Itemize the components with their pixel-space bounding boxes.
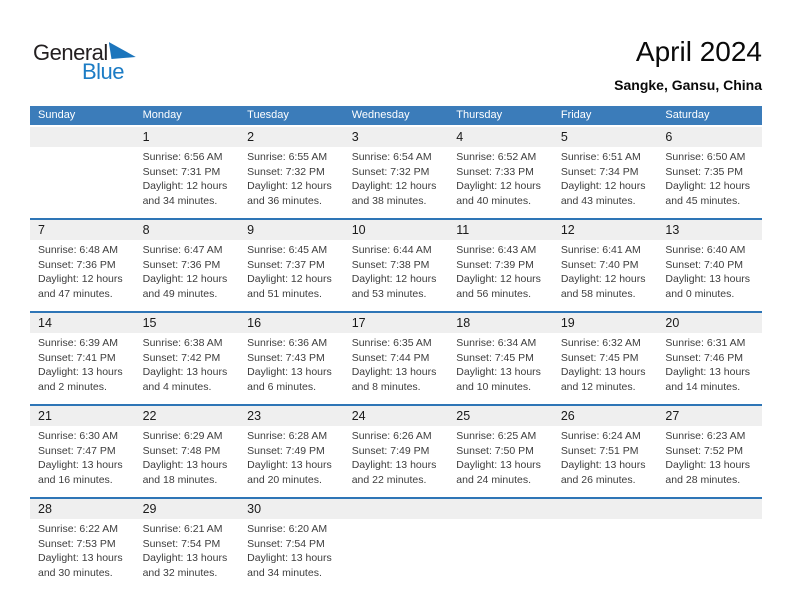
day-info-line: and 51 minutes. [247, 287, 322, 300]
day-info-line: Daylight: 12 hours [247, 180, 332, 192]
calendar-weeks [30, 127, 762, 590]
day-info-line: Sunrise: 6:36 AM [247, 337, 328, 349]
day-cell [448, 426, 553, 497]
day-info-line: Daylight: 13 hours [560, 459, 646, 471]
weekday-header-saturday: Saturday [665, 109, 710, 121]
day-info-line: Daylight: 12 hours [560, 273, 646, 285]
day-info-line: Sunset: 7:32 PM [247, 165, 325, 178]
day-number-band [30, 313, 762, 333]
day-number [657, 499, 762, 519]
day-number: 25 [456, 409, 471, 423]
day-cell [30, 147, 135, 218]
day-info-line: Sunrise: 6:34 AM [456, 337, 537, 349]
day-info-line: Sunrise: 6:39 AM [38, 337, 118, 349]
day-info-line: and 36 minutes. [247, 194, 322, 207]
day-cell [30, 519, 135, 590]
day-cell [135, 333, 240, 404]
day-number: 3 [351, 130, 359, 144]
day-info-line: Sunset: 7:51 PM [560, 444, 639, 457]
day-info-line: and 6 minutes. [247, 380, 317, 393]
day-cell [135, 519, 240, 590]
day-info-line: Sunrise: 6:29 AM [142, 430, 223, 442]
day-info-line: Sunrise: 6:35 AM [351, 337, 432, 349]
day-number: 13 [665, 223, 680, 237]
day-info-line: Sunset: 7:47 PM [38, 444, 116, 457]
day-content-band [30, 147, 762, 218]
day-number: 4 [456, 130, 464, 144]
day-info-line: Sunset: 7:41 PM [38, 351, 116, 364]
day-info-line: Sunrise: 6:24 AM [560, 430, 641, 442]
day-info-line: Sunrise: 6:38 AM [142, 337, 223, 349]
day-info-line: Daylight: 13 hours [247, 366, 332, 378]
day-info-line: Daylight: 12 hours [456, 180, 541, 192]
day-info-line: and 43 minutes. [560, 194, 636, 207]
day-info-line: Daylight: 12 hours [247, 273, 332, 285]
day-info-line: Sunrise: 6:50 AM [665, 151, 746, 163]
day-content-band [30, 426, 762, 497]
day-info-line: and 53 minutes. [351, 287, 427, 300]
day-info-line: and 45 minutes. [665, 194, 741, 207]
day-cell [344, 426, 449, 497]
logo-text-general: General [33, 40, 108, 65]
day-number: 5 [560, 130, 568, 144]
day-info-line: Sunrise: 6:48 AM [38, 244, 118, 256]
day-info-line: Sunset: 7:52 PM [665, 444, 744, 457]
day-info-line: Sunset: 7:53 PM [38, 537, 116, 550]
day-number-band [30, 406, 762, 426]
day-number [30, 127, 135, 147]
day-cell [344, 147, 449, 218]
day-info-line: Sunrise: 6:30 AM [38, 430, 118, 442]
day-number: 10 [351, 223, 366, 237]
day-number [553, 499, 658, 519]
day-info-line: Sunset: 7:34 PM [560, 165, 639, 178]
day-info-line: and 34 minutes. [247, 566, 322, 579]
day-number: 19 [560, 316, 575, 330]
day-cell [239, 519, 344, 590]
day-info-line: Sunrise: 6:55 AM [247, 151, 328, 163]
day-info-line: Sunset: 7:40 PM [665, 258, 744, 271]
day-number: 21 [38, 409, 52, 423]
day-info-line: Daylight: 13 hours [247, 552, 332, 564]
day-number: 2 [247, 130, 255, 144]
day-number [344, 499, 449, 519]
day-cell [553, 240, 658, 311]
day-info-line: Sunrise: 6:54 AM [351, 151, 432, 163]
day-cell [657, 333, 762, 404]
day-info-line: Daylight: 13 hours [142, 366, 228, 378]
day-info-line: Daylight: 13 hours [38, 552, 123, 564]
day-info-line: Sunset: 7:38 PM [351, 258, 430, 271]
day-info-line: and 20 minutes. [247, 473, 322, 486]
day-number: 8 [142, 223, 150, 237]
day-cell [239, 333, 344, 404]
day-cell [135, 426, 240, 497]
day-info-line: Daylight: 13 hours [665, 459, 751, 471]
day-info-line: Sunset: 7:45 PM [560, 351, 639, 364]
day-info-line: Daylight: 12 hours [351, 273, 437, 285]
day-number: 20 [665, 316, 680, 330]
day-number: 17 [351, 316, 366, 330]
day-info-line: Sunset: 7:36 PM [38, 258, 116, 271]
day-info-line: Sunrise: 6:26 AM [351, 430, 432, 442]
weekday-header-sunday: Sunday [38, 109, 76, 121]
weekday-header-tuesday: Tuesday [247, 109, 289, 121]
weekday-header-wednesday: Wednesday [351, 109, 410, 121]
day-info-line: Sunset: 7:35 PM [665, 165, 744, 178]
weekday-header-monday: Monday [142, 109, 182, 121]
day-number: 6 [665, 130, 673, 144]
day-info-line: and 34 minutes. [142, 194, 218, 207]
day-info-line: Sunrise: 6:56 AM [142, 151, 223, 163]
day-content-band [30, 333, 762, 404]
day-info-line: and 47 minutes. [38, 287, 113, 300]
day-number: 22 [142, 409, 157, 423]
day-info-line: and 30 minutes. [38, 566, 113, 579]
day-info-line: Sunset: 7:37 PM [247, 258, 325, 271]
day-info-line: Daylight: 13 hours [665, 273, 751, 285]
day-info-line: and 18 minutes. [142, 473, 218, 486]
day-cell [657, 240, 762, 311]
general-blue-logo [33, 40, 136, 85]
day-info-line: and 2 minutes. [38, 380, 107, 393]
day-cell [30, 240, 135, 311]
week-row [30, 404, 762, 497]
day-info-line: Sunset: 7:42 PM [142, 351, 221, 364]
day-number: 29 [142, 502, 157, 516]
day-number: 23 [247, 409, 262, 423]
day-info-line: Daylight: 13 hours [142, 459, 228, 471]
day-info-line: Daylight: 13 hours [665, 366, 751, 378]
day-cell [553, 333, 658, 404]
logo-text-blue: Blue [82, 59, 125, 84]
day-info-line: Sunrise: 6:45 AM [247, 244, 328, 256]
day-number-band [30, 220, 762, 240]
day-info-line: Daylight: 12 hours [142, 273, 228, 285]
day-cell [657, 519, 762, 590]
day-number: 1 [142, 130, 150, 144]
day-cell [344, 333, 449, 404]
day-info-line: and 38 minutes. [351, 194, 427, 207]
day-number: 7 [38, 223, 45, 237]
week-row [30, 218, 762, 311]
day-number: 26 [560, 409, 575, 423]
day-number-band [30, 499, 762, 519]
day-cell [239, 147, 344, 218]
day-info-line: Sunset: 7:32 PM [351, 165, 430, 178]
day-number: 12 [560, 223, 575, 237]
day-number: 14 [38, 316, 52, 330]
day-info-line: and 58 minutes. [560, 287, 636, 300]
day-info-line: and 28 minutes. [665, 473, 741, 486]
day-info-line: and 40 minutes. [456, 194, 531, 207]
day-info-line: Daylight: 13 hours [38, 459, 123, 471]
day-info-line: Sunset: 7:33 PM [456, 165, 534, 178]
day-info-line: Sunset: 7:36 PM [142, 258, 221, 271]
day-info-line: Daylight: 13 hours [351, 459, 437, 471]
day-info-line: Daylight: 12 hours [456, 273, 541, 285]
day-info-line: Daylight: 12 hours [560, 180, 646, 192]
week-row [30, 311, 762, 404]
day-number: 30 [247, 502, 262, 516]
day-number: 18 [456, 316, 471, 330]
day-info-line: Sunrise: 6:47 AM [142, 244, 223, 256]
logo-triangle-icon [109, 42, 136, 59]
day-info-line: Daylight: 13 hours [247, 459, 332, 471]
day-info-line: and 26 minutes. [560, 473, 636, 486]
day-cell [239, 426, 344, 497]
day-info-line: and 8 minutes. [351, 380, 421, 393]
day-cell [30, 333, 135, 404]
day-cell [657, 426, 762, 497]
day-info-line: Daylight: 13 hours [351, 366, 437, 378]
day-info-line: Sunset: 7:44 PM [351, 351, 430, 364]
day-info-line: Daylight: 13 hours [38, 366, 123, 378]
day-number: 15 [142, 316, 157, 330]
weekday-header-thursday: Thursday [456, 109, 503, 121]
day-cell [553, 519, 658, 590]
day-info-line: Daylight: 12 hours [142, 180, 228, 192]
day-info-line: Sunrise: 6:21 AM [142, 523, 223, 535]
day-info-line: Daylight: 13 hours [456, 459, 541, 471]
day-number: 9 [247, 223, 255, 237]
day-content-band [30, 240, 762, 311]
day-cell [553, 147, 658, 218]
day-info-line: Sunrise: 6:22 AM [38, 523, 118, 535]
day-cell [135, 147, 240, 218]
day-info-line: Sunset: 7:48 PM [142, 444, 221, 457]
day-info-line: and 12 minutes. [560, 380, 636, 393]
day-info-line: and 14 minutes. [665, 380, 741, 393]
day-info-line: Sunrise: 6:20 AM [247, 523, 328, 535]
day-number [448, 499, 553, 519]
day-info-line: Sunrise: 6:44 AM [351, 244, 432, 256]
week-row [30, 127, 762, 218]
page-title: April 2024 [635, 36, 762, 67]
day-cell [448, 240, 553, 311]
day-info-line: Sunrise: 6:23 AM [665, 430, 746, 442]
day-info-line: and 22 minutes. [351, 473, 427, 486]
day-info-line: Sunrise: 6:25 AM [456, 430, 537, 442]
day-info-line: Sunrise: 6:51 AM [560, 151, 641, 163]
day-info-line: Sunset: 7:39 PM [456, 258, 534, 271]
day-info-line: and 10 minutes. [456, 380, 531, 393]
calendar-table [30, 106, 762, 590]
day-info-line: Sunset: 7:50 PM [456, 444, 534, 457]
day-info-line: and 32 minutes. [142, 566, 218, 579]
day-number: 28 [38, 502, 52, 516]
day-cell [448, 147, 553, 218]
day-content-band [30, 519, 762, 590]
day-cell [30, 426, 135, 497]
day-info-line: Sunset: 7:45 PM [456, 351, 534, 364]
day-info-line: Sunset: 7:43 PM [247, 351, 325, 364]
day-info-line: and 24 minutes. [456, 473, 531, 486]
day-cell [448, 333, 553, 404]
day-cell [239, 240, 344, 311]
day-info-line: Sunrise: 6:40 AM [665, 244, 746, 256]
day-cell [553, 426, 658, 497]
day-info-line: Sunset: 7:40 PM [560, 258, 639, 271]
day-info-line: Sunset: 7:49 PM [247, 444, 325, 457]
day-info-line: Sunset: 7:54 PM [247, 537, 325, 550]
day-info-line: and 56 minutes. [456, 287, 531, 300]
day-number: 24 [351, 409, 366, 423]
day-info-line: Sunrise: 6:32 AM [560, 337, 641, 349]
day-info-line: Daylight: 13 hours [560, 366, 646, 378]
day-info-line: Daylight: 12 hours [665, 180, 751, 192]
location-subtitle: Sangke, Gansu, China [614, 77, 762, 93]
title-block [614, 36, 762, 93]
weekday-header-row [30, 106, 762, 125]
day-info-line: and 4 minutes. [142, 380, 212, 393]
day-cell [344, 519, 449, 590]
day-number-band [30, 127, 762, 147]
day-info-line: Sunrise: 6:31 AM [665, 337, 746, 349]
day-info-line: Sunrise: 6:43 AM [456, 244, 537, 256]
day-cell [657, 147, 762, 218]
day-info-line: Sunset: 7:46 PM [665, 351, 744, 364]
day-number: 16 [247, 316, 262, 330]
day-cell [448, 519, 553, 590]
day-info-line: Sunrise: 6:52 AM [456, 151, 537, 163]
day-info-line: Sunrise: 6:28 AM [247, 430, 328, 442]
week-row [30, 497, 762, 590]
day-info-line: and 0 minutes. [665, 287, 735, 300]
day-info-line: and 49 minutes. [142, 287, 218, 300]
weekday-header-friday: Friday [560, 109, 592, 121]
day-number: 27 [665, 409, 680, 423]
day-info-line: Sunrise: 6:41 AM [560, 244, 641, 256]
day-info-line: Daylight: 12 hours [38, 273, 123, 285]
day-info-line: Daylight: 12 hours [351, 180, 437, 192]
day-info-line: Sunset: 7:49 PM [351, 444, 430, 457]
day-info-line: Sunset: 7:31 PM [142, 165, 221, 178]
day-info-line: Sunset: 7:54 PM [142, 537, 221, 550]
day-info-line: and 16 minutes. [38, 473, 113, 486]
day-info-line: Daylight: 13 hours [456, 366, 541, 378]
day-number: 11 [456, 223, 470, 237]
day-cell [344, 240, 449, 311]
day-info-line: Daylight: 13 hours [142, 552, 228, 564]
day-cell [135, 240, 240, 311]
